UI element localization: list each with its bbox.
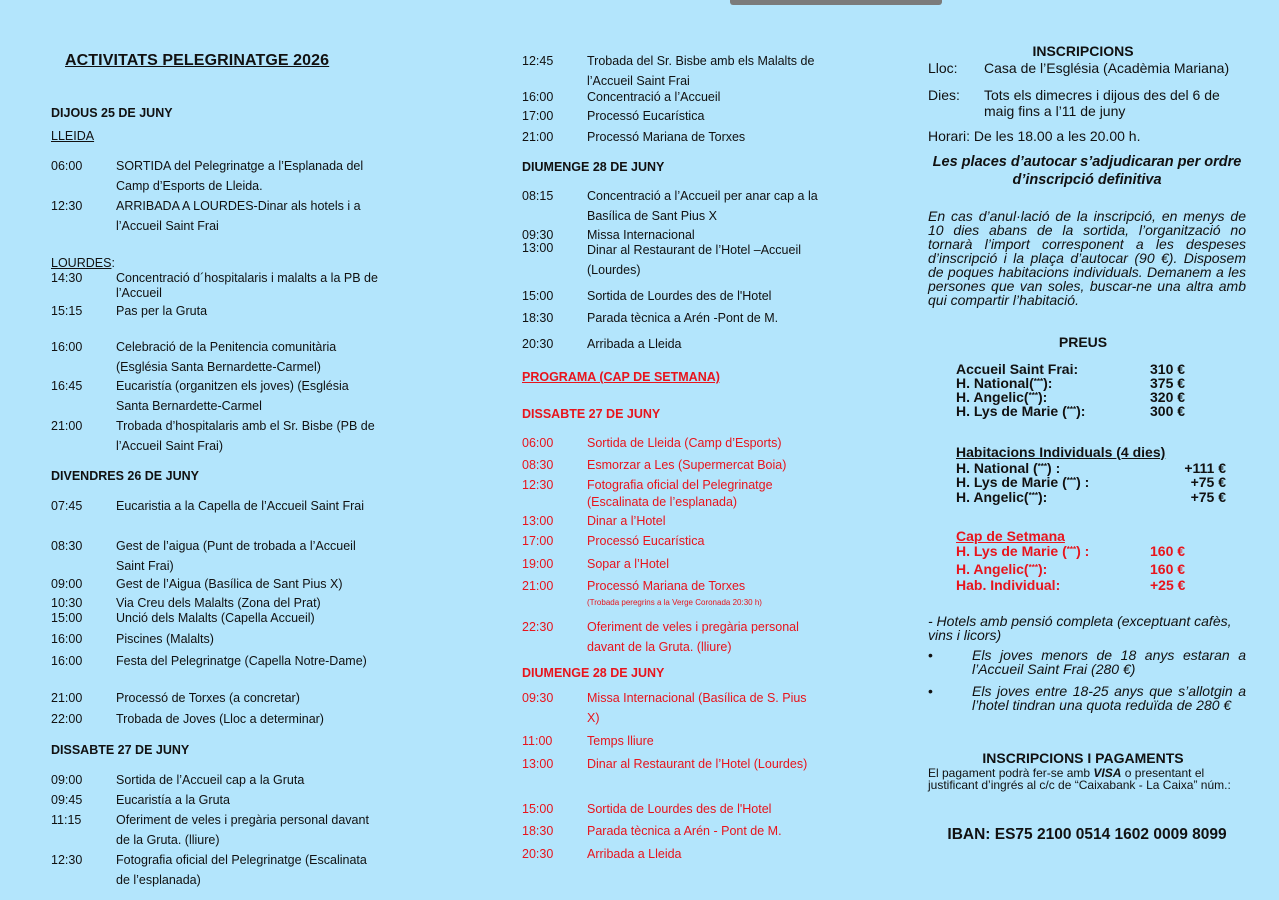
weekend-price-row: H. Lys de Marie (***) : 160 € bbox=[956, 543, 1186, 559]
day-heading-thursday: DIJOUS 25 DE JUNY bbox=[51, 106, 173, 120]
price-row: Accueil Saint Frai: 310 € bbox=[956, 361, 1186, 377]
days-row: Dies: Tots els dimecres i dijous des del 6 de maig fins a l’11 de juny bbox=[928, 87, 1220, 119]
weekend-row: 12:30 Fotografia oficial del Pelegrinatge (Escalinata de l’esplanada) bbox=[522, 478, 773, 509]
schedule-row: 20:30 Arribada a Lleida bbox=[522, 337, 682, 351]
schedule-row: 06:00 SORTIDA del Pelegrinatge a l’Esplanada del Camp d’Esports de Lleida. bbox=[51, 159, 364, 193]
schedule-row: 09:30 Missa Internacional bbox=[522, 228, 695, 242]
weekend-row: 11:00 Temps lliure bbox=[522, 734, 654, 748]
price-row: H. Lys de Marie (***): 300 € bbox=[956, 403, 1186, 419]
youth-bullet: • Els joves menors de 18 anys estaran a l’Accueil Saint Frai (280 €) bbox=[928, 647, 1246, 677]
schedule-row: 15:00 Sortida de Lourdes des de l'Hotel bbox=[522, 289, 772, 303]
schedule-row: 07:45 Eucaristia a la Capella de l’Accueil Saint Frai bbox=[51, 499, 365, 513]
schedule-row: 16:00 Festa del Pelegrinatge (Capella Notre-Dame) bbox=[51, 654, 367, 668]
price-row: H. National(***): 375 € bbox=[956, 375, 1186, 391]
weekend-row: 06:00 Sortida de Lleida (Camp d’Esports) bbox=[522, 436, 782, 450]
payments-text: El pagament podrà fer-se amb VISA o presentant el justificant d’ingrés al c/c de “Caixabank - La Caixa” núm.: bbox=[928, 766, 1231, 792]
schedule-row: 15:00 Unció dels Malalts (Capella Accueil) bbox=[51, 611, 315, 625]
price-row: H. Angelic(***): 320 € bbox=[956, 389, 1186, 405]
schedule-row: 12:45 Trobada del Sr. Bisbe amb els Malalts de l’Accueil Saint Frai bbox=[522, 54, 815, 88]
schedule-row: 10:30 Via Creu dels Malalts (Zona del Prat) bbox=[51, 596, 321, 610]
price-row: H. National (***) : +111 € bbox=[956, 460, 1226, 476]
weekend-row: 08:30 Esmorzar a Les (Supermercat Boia) bbox=[522, 458, 787, 472]
weekend-program-title: PROGRAMA (CAP DE SETMANA) bbox=[522, 370, 720, 384]
schedule-row: 16:00 Piscines (Malalts) bbox=[51, 632, 214, 646]
schedule-row: 21:00 Processó Mariana de Torxes bbox=[522, 130, 746, 144]
weekend-row: 13:00 Dinar al Restaurant de l’Hotel (Lourdes) bbox=[522, 757, 808, 771]
weekend-row: 09:30 Missa Internacional (Basílica de S. Pius X) bbox=[522, 691, 807, 725]
schedule-row: 16:00 Celebració de la Penitencia comunitària (Església Santa Bernardette-Carmel) bbox=[51, 340, 337, 374]
inscriptions-heading: INSCRIPCIONS bbox=[1032, 43, 1134, 59]
price-row: H. Angelic(***): +75 € bbox=[956, 489, 1226, 505]
schedule-row: 12:30 ARRIBADA A LOURDES-Dinar als hotels i a l’Accueil Saint Frai bbox=[51, 199, 361, 233]
weekend-row: 21:00 Processó Mariana de Torxes bbox=[522, 579, 746, 593]
day-heading-saturday: DISSABTE 27 DE JUNY bbox=[51, 743, 190, 757]
weekend-note: (Trobada peregrins a la Verge Coronada 20:30 h) bbox=[587, 598, 762, 607]
hotels-note: - Hotels amb pensió completa (exceptuant cafès, vins i licors) bbox=[928, 613, 1232, 643]
schedule-row: 17:00 Processó Eucarística bbox=[522, 109, 705, 123]
weekend-row: 17:00 Processó Eucarística bbox=[522, 534, 705, 548]
day-heading-friday: DIVENDRES 26 DE JUNY bbox=[51, 469, 199, 483]
schedule-hours: Horari: De les 18.00 a les 20.00 h. bbox=[928, 128, 1141, 144]
weekend-row: 22:30 Oferiment de veles i pregària personal davant de la Gruta. (lliure) bbox=[522, 620, 799, 654]
weekend-price-row: Hab. Individual: +25 € bbox=[956, 577, 1186, 593]
schedule-row: 16:00 Concentració a l’Accueil bbox=[522, 90, 721, 104]
bus-seats-note: Les places d’autocar s’adjudicaran per ordre d’inscripció definitiva bbox=[932, 154, 1242, 188]
iban: IBAN: ES75 2100 0514 1602 0009 8099 bbox=[947, 826, 1227, 843]
schedule-row: 15:15 Pas per la Gruta bbox=[51, 304, 208, 318]
weekend-row: 13:00 Dinar a l’Hotel bbox=[522, 514, 666, 528]
schedule-row: 09:00 Sortida de l’Accueil cap a la Gruta bbox=[51, 773, 305, 787]
location-row: Lloc: Casa de l’Església (Acadèmia Mariana) bbox=[928, 60, 1230, 76]
schedule-row: 16:45 Eucaristía (organitzen els joves) (Església Santa Bernardette-Carmel bbox=[51, 379, 349, 413]
schedule-row: 09:45 Eucaristía a la Gruta bbox=[51, 793, 230, 807]
schedule-row: 22:00 Trobada de Joves (Lloc a determinar) bbox=[51, 712, 324, 726]
place-heading-lourdes: LOURDES: bbox=[51, 256, 115, 270]
schedule-row: 08:15 Concentració a l’Accueil per anar cap a la Basílica de Sant Pius X bbox=[522, 189, 818, 223]
schedule-row: 18:30 Parada tècnica a Arén -Pont de M. bbox=[522, 311, 779, 325]
cancellation-note: En cas d’anul·lació de la inscripció, en menys de 10 dies abans de la sortida, l’organització no tornarà l’import corresponent a les despeses d’inscripció i la plaça d’autocar (90 €). Disposem de poques habitacions individuals. Demanem a les persones que van soles, buscar-ne una altra amb qui compartir l’habitació. bbox=[928, 208, 1246, 308]
schedule-row: 13:00 Dinar al Restaurant de l’Hotel –Accueil (Lourdes) bbox=[522, 241, 801, 277]
schedule-row: 12:30 Fotografia oficial del Pelegrinatge (Escalinata de l’esplanada) bbox=[51, 853, 367, 887]
schedule-row: 11:15 Oferiment de veles i pregària personal davant de la Gruta. (lliure) bbox=[51, 813, 369, 847]
schedule-row: 14:30 Concentració d´hospitalaris i malalts a la PB de l’Accueil bbox=[51, 271, 378, 300]
weekend-row: 18:30 Parada tècnica a Arén - Pont de M. bbox=[522, 824, 782, 838]
top-scroll-handle bbox=[730, 0, 942, 5]
day-heading-sunday: DIUMENGE 28 DE JUNY bbox=[522, 160, 665, 174]
payments-heading: INSCRIPCIONS I PAGAMENTS bbox=[982, 750, 1184, 766]
schedule-row: 08:30 Gest de l’aigua (Punt de trobada a l’Accueil Saint Frai) bbox=[51, 539, 356, 573]
weekend-price-row: H. Angelic(***): 160 € bbox=[956, 561, 1186, 577]
place-heading-lleida: LLEIDA bbox=[51, 129, 95, 143]
page-title: ACTIVITATS PELEGRINATGE 2026 bbox=[65, 52, 330, 69]
weekend-day-heading-saturday: DISSABTE 27 DE JUNY bbox=[522, 407, 661, 421]
weekend-prices-heading: Cap de Setmana bbox=[956, 528, 1065, 544]
youth-bullet: • Els joves entre 18-25 anys que s’allotgin a l’hotel tindran una quota reduïda de 280 € bbox=[928, 683, 1246, 713]
prices-heading: PREUS bbox=[1058, 334, 1108, 350]
schedule-row: 21:00 Trobada d’hospitalaris amb el Sr. Bisbe (PB de l’Accueil Saint Frai) bbox=[51, 419, 375, 453]
weekend-row: 15:00 Sortida de Lourdes des de l'Hotel bbox=[522, 802, 772, 816]
weekend-row: 19:00 Sopar a l’Hotel bbox=[522, 557, 669, 571]
price-row: H. Lys de Marie (***) : +75 € bbox=[956, 474, 1226, 490]
individual-rooms-heading: Habitacions Individuals (4 dies) bbox=[956, 444, 1166, 460]
weekend-day-heading-sunday: DIUMENGE 28 DE JUNY bbox=[522, 666, 665, 680]
schedule-row: 09:00 Gest de l’Aigua (Basílica de Sant Pius X) bbox=[51, 577, 343, 591]
schedule-row: 21:00 Processó de Torxes (a concretar) bbox=[51, 691, 300, 705]
weekend-row: 20:30 Arribada a Lleida bbox=[522, 847, 682, 861]
